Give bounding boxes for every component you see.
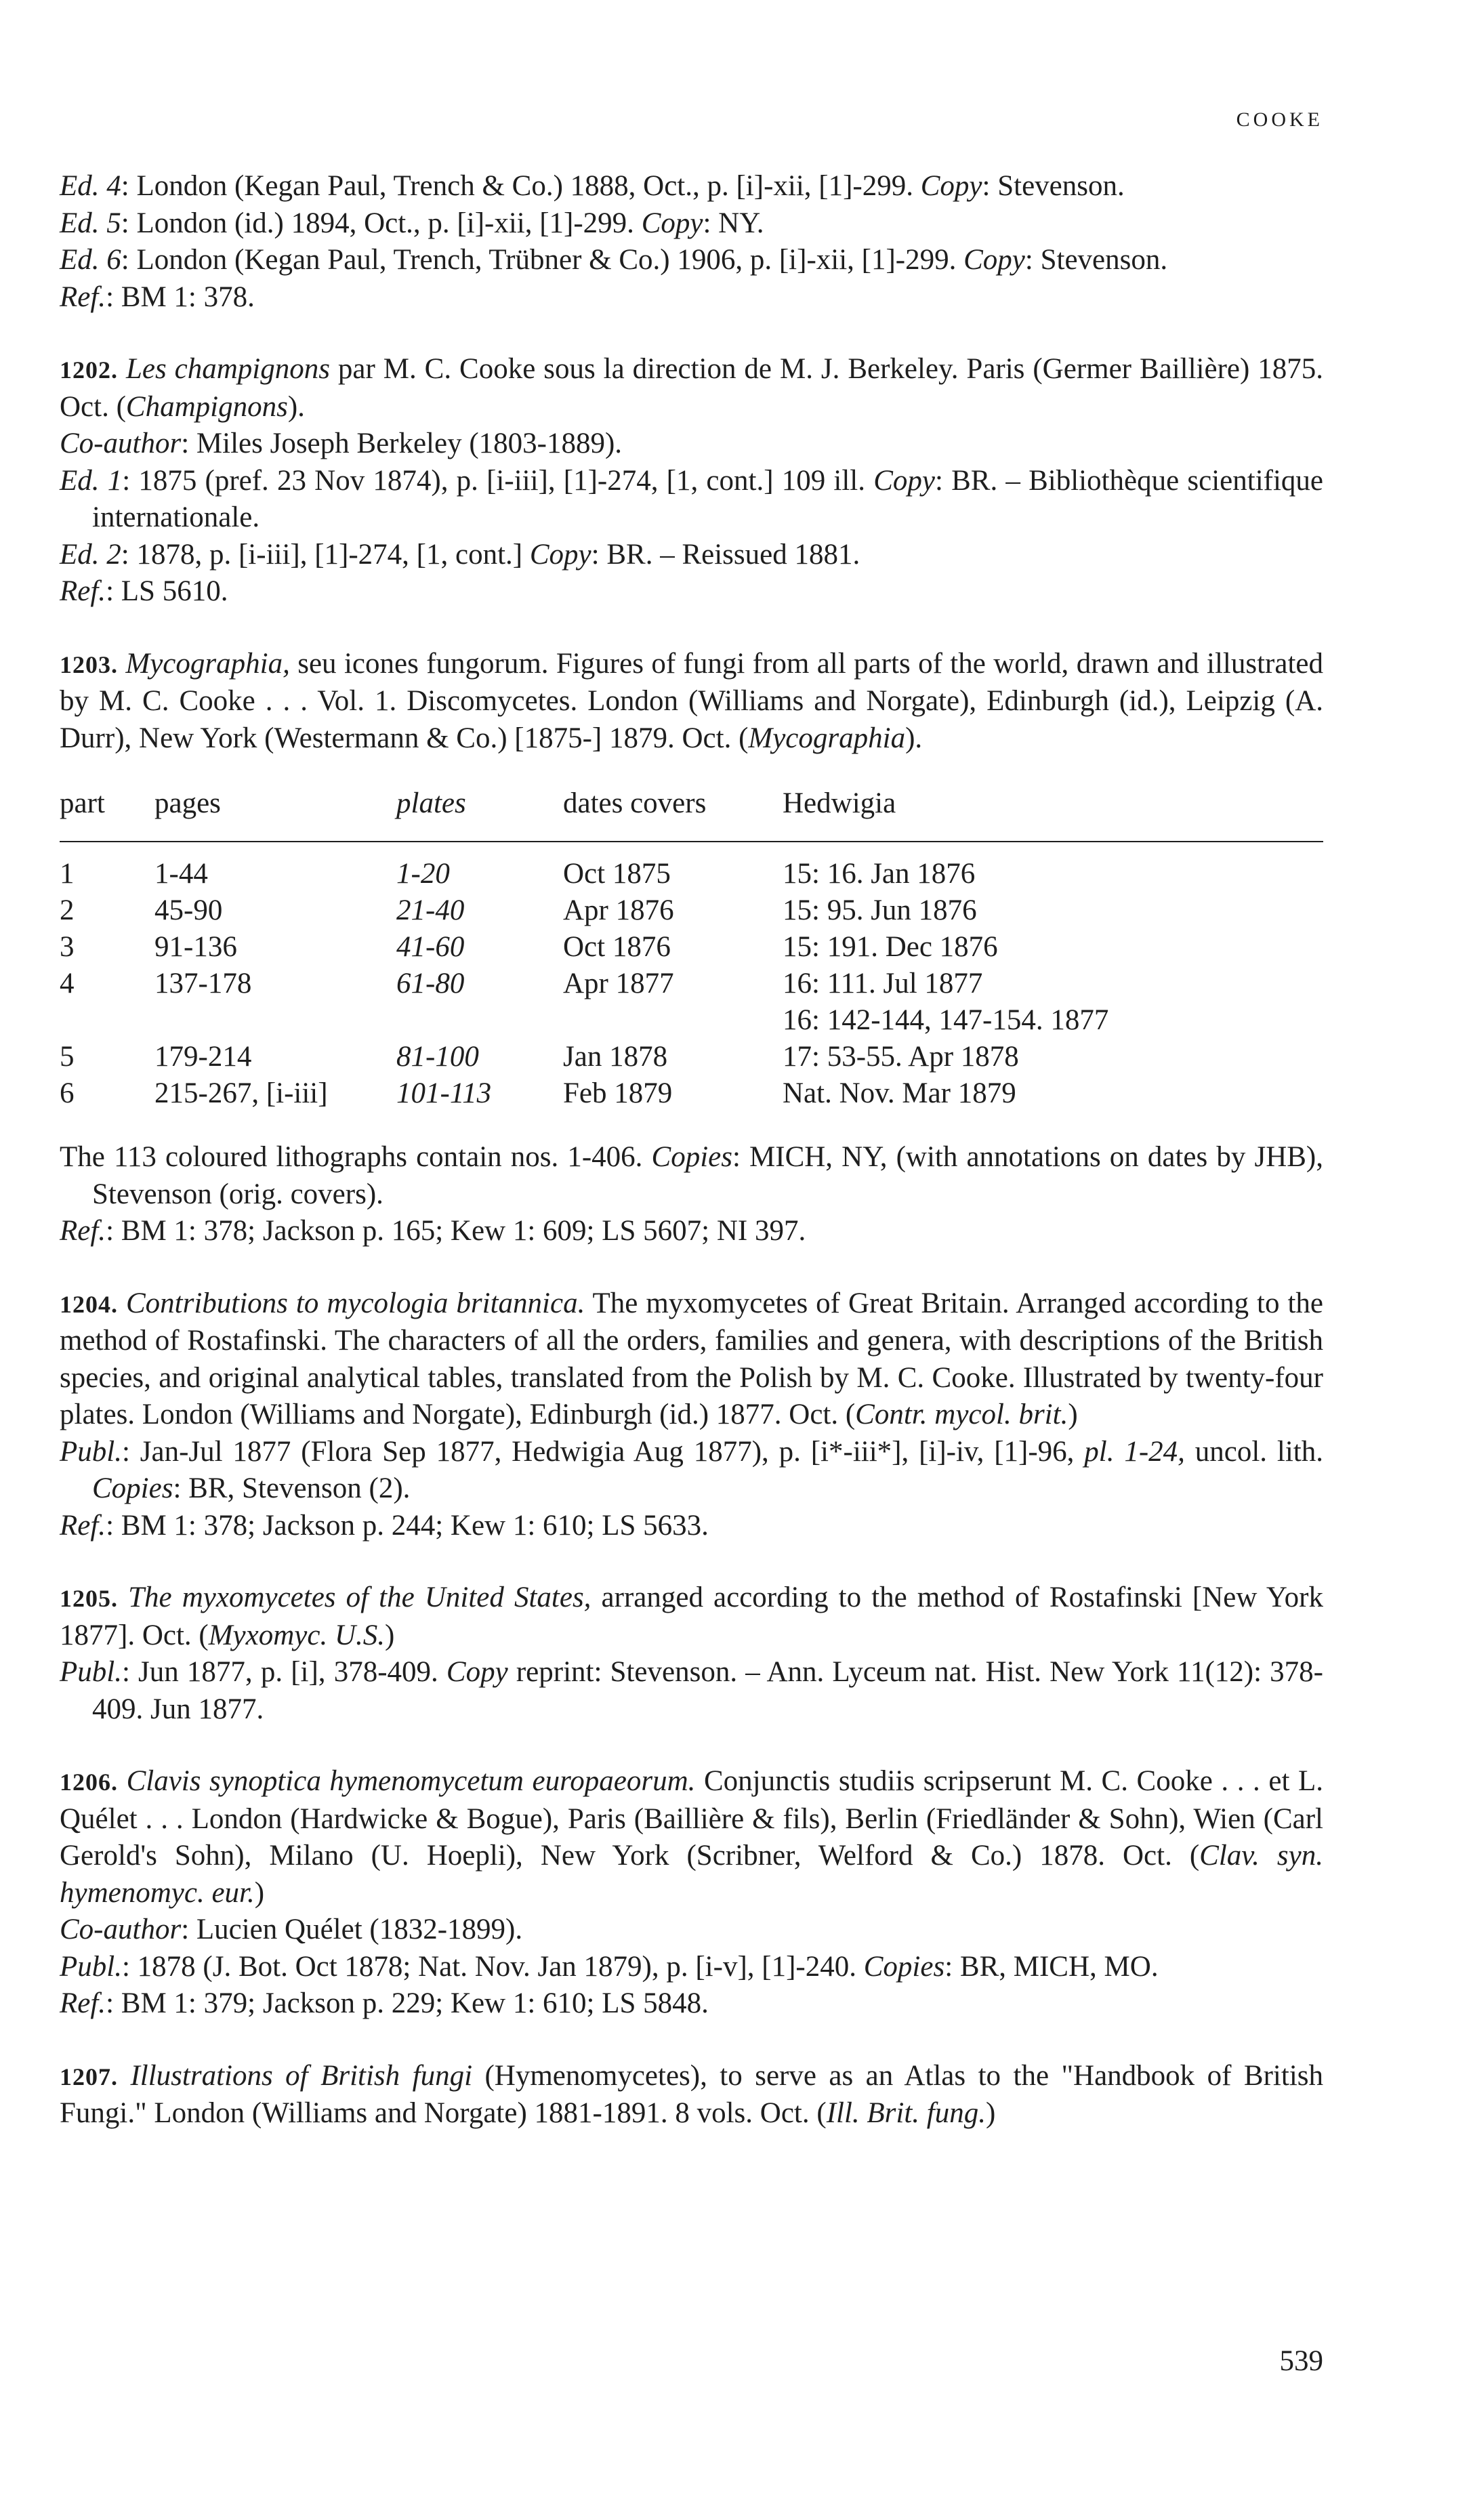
entry-abbreviation: Champignons	[125, 390, 288, 423]
entry-heading: 1206. Clavis synoptica hymenomycetum europaeorum. Conjunctis studiis scripserunt M. C. Cooke . . . et L. Quélet . . . London (Hardwicke & Bogue), Paris (Baillière & fils), Berlin (Friedländer & Sohn), Wien (Carl Gerold's Sohn), Milano (U. Hoepli), New York (Scribner, Welford & Co.) 1878. Oct. (Clav. syn. hymenomyc. eur.)	[60, 1765, 1323, 1909]
entry-heading: 1203. Mycographia, seu icones fungorum. Figures of fungi from all parts of the world, drawn and illustrated by M. C. Cooke . . . Vol. 1. Discomycetes. London (Williams and Norgate), Edinburgh (id.), Leipzig (A. Durr), New York (Westermann & Co.) [1875-] 1879. Oct. (Mycographia).	[60, 647, 1323, 754]
column-header: pages	[154, 785, 396, 842]
entry-abbreviation: Contr. mycol. brit.	[855, 1399, 1068, 1430]
entry-number: 1202.	[60, 356, 118, 384]
edition-label: Ed. 6	[60, 244, 121, 276]
table-row: 6 215-267, [i-iii] 101-113 Feb 1879 Nat. Nov. Mar 1879	[60, 1077, 1016, 1109]
entry-1202	[60, 351, 1323, 611]
reference-line: Ref.: BM 1: 378; Jackson p. 165; Kew 1: 609; LS 5607; NI 397.	[60, 1215, 806, 1247]
edition-line: Ed. 6: London (Kegan Paul, Trench, Trübner & Co.) 1906, p. [i]-xii, [1]-299. Copy: Stevenson.	[60, 244, 1168, 276]
entry-title: The myxomycetes of the United States,	[128, 1582, 591, 1613]
table-row: 3 91-136 41-60 Oct 1876 15: 191. Dec 1876	[60, 931, 998, 963]
table-row: 4 137-178 61-80 Apr 1877 16: 111. Jul 1877	[60, 968, 983, 999]
column-header: plates	[396, 785, 563, 842]
parts-table	[60, 785, 1323, 1112]
publication-line: Publ.: Jun 1877, p. [i], 378-409. Copy reprint: Stevenson. – Ann. Lyceum nat. Hist. New York 11(12): 378-409. Jun 1877.	[60, 1656, 1323, 1725]
entry-number: 1206.	[60, 1769, 118, 1796]
column-header: part	[60, 785, 154, 842]
table-row: 16: 142-144, 147-154. 1877	[783, 1004, 1109, 1036]
edition-line: Ed. 5: London (id.) 1894, Oct., p. [i]-xii, [1]-299. Copy: NY.	[60, 207, 764, 239]
entry-number: 1207.	[60, 2063, 118, 2090]
edition-line: Ed. 2: 1878, p. [i-iii], [1]-274, [1, cont.] Copy: BR. – Reissued 1881.	[60, 538, 860, 571]
publication-line: Publ.: Jan-Jul 1877 (Flora Sep 1877, Hedwigia Aug 1877), p. [i*-iii*], [i]-iv, [1]-96, pl. 1-24, uncol. lith. Copies: BR, Stevenson (2).	[60, 1435, 1323, 1504]
publication-line: Publ.: 1878 (J. Bot. Oct 1878; Nat. Nov. Jan 1879), p. [i-v], [1]-240. Copies: BR, MICH, MO.	[60, 1950, 1159, 1983]
entry-abbreviation: Clav. syn. hymenomyc. eur.	[60, 1840, 1323, 1909]
running-head: COOKE	[1236, 108, 1323, 131]
entry-1204	[60, 1285, 1323, 1545]
page-number: 539	[1279, 2345, 1323, 2377]
reference-line: Ref.: BM 1: 379; Jackson p. 229; Kew 1: 610; LS 5848.	[60, 1987, 709, 2019]
edition-label: Ed. 4	[60, 170, 121, 202]
entry-heading: 1205. The myxomycetes of the United States, arranged according to the method of Rostafinski [New York 1877]. Oct. (Myxomyc. U.S.)	[60, 1582, 1323, 1651]
continued-entry	[60, 168, 1323, 316]
entry-title: Clavis synoptica hymenomycetum europaeorum.	[126, 1765, 696, 1797]
entry-abbreviation: Mycographia	[748, 722, 906, 754]
column-header: Hedwigia	[783, 785, 1323, 842]
entry-1207	[60, 2058, 1323, 2132]
table-row: 5 179-214 81-100 Jan 1878 17: 53-55. Apr 1878	[60, 1041, 1019, 1073]
edition-line: Ed. 1: 1875 (pref. 23 Nov 1874), p. [i-iii], [1]-274, [1, cont.] 109 ill. Copy: BR. – Bibliothèque scientifique internationale.	[60, 464, 1323, 533]
entry-number: 1205.	[60, 1585, 118, 1612]
entry-title: Illustrations of British fungi	[130, 2059, 473, 2092]
entry-title: Mycographia,	[125, 647, 290, 680]
table-row: 1 1-44 1-20 Oct 1875 15: 16. Jan 1876	[60, 858, 976, 890]
reference-line: Ref.: BM 1: 378.	[60, 281, 255, 313]
entry-abbreviation: Ill. Brit. fung.	[826, 2097, 986, 2129]
entry-heading: 1204. Contributions to mycologia britannica. The myxomycetes of Great Britain. Arranged according to the method of Rostafinski. The characters of all the orders, families and genera, with descriptions of the British species, and original analytical tables, translated from the Polish by M. C. Cooke. Illustrated by twenty-four plates. London (Williams and Norgate), Edinburgh (id.) 1877. Oct. (Contr. mycol. brit.)	[60, 1287, 1323, 1430]
table-header-row	[60, 785, 1323, 842]
note-line: The 113 coloured lithographs contain nos. 1-406. Copies: MICH, NY, (with annotations on dates by JHB), Stevenson (orig. covers).	[60, 1141, 1323, 1210]
entry-heading: 1207. Illustrations of British fungi (Hymenomycetes), to serve as an Atlas to the "Handbook of British Fungi." London (Williams and Norgate) 1881-1891. 8 vols. Oct. (Ill. Brit. fung.)	[60, 2059, 1323, 2129]
edition-line: Ed. 4: London (Kegan Paul, Trench & Co.) 1888, Oct., p. [i]-xii, [1]-299. Copy: Stevenson.	[60, 170, 1125, 202]
column-header: dates covers	[563, 785, 783, 842]
entry-title: Les champignons	[125, 353, 330, 385]
page-body	[60, 168, 1323, 2132]
entry-1206	[60, 1763, 1323, 2023]
page	[60, 0, 1323, 2520]
entry-heading: 1202. Les champignons par M. C. Cooke sous la direction de M. J. Berkeley. Paris (Germer Baillière) 1875. Oct. (Champignons).	[60, 353, 1323, 423]
edition-label: Ed. 5	[60, 207, 121, 239]
coauthor-line: Co-author: Miles Joseph Berkeley (1803-1889).	[60, 428, 623, 459]
entry-1203	[60, 646, 1323, 1250]
reference-line: Ref.: LS 5610.	[60, 575, 228, 607]
table-row: 2 45-90 21-40 Apr 1876 15: 95. Jun 1876	[60, 894, 977, 926]
entry-title: Contributions to mycologia britannica.	[125, 1287, 585, 1319]
coauthor-line: Co-author: Lucien Quélet (1832-1899).	[60, 1914, 523, 1945]
entry-number: 1203.	[60, 650, 118, 678]
entry-number: 1204.	[60, 1290, 118, 1318]
entry-abbreviation: Myxomyc. U.S.	[208, 1619, 386, 1651]
entry-1205	[60, 1579, 1323, 1728]
reference-line: Ref.: BM 1: 378; Jackson p. 244; Kew 1: 610; LS 5633.	[60, 1509, 709, 1542]
